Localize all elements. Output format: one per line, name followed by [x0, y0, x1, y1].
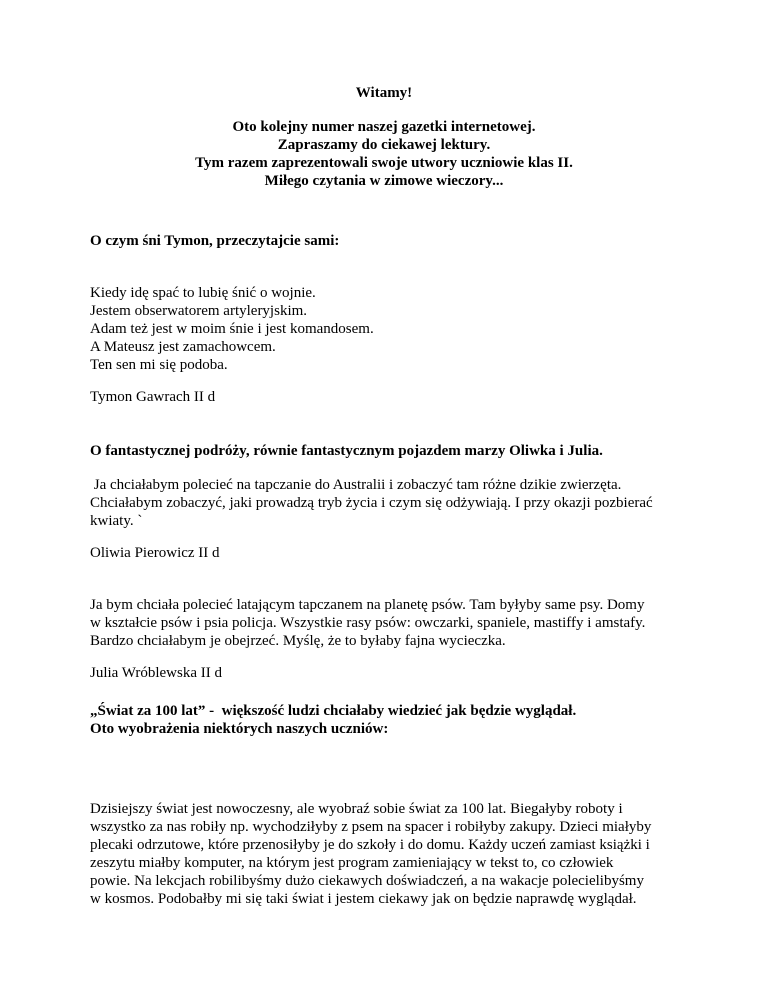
section1-title: O czym śni Tymon, przeczytajcie sami:	[90, 233, 340, 249]
section2-author2: Julia Wróblewska II d	[90, 665, 223, 681]
section1-author: Tymon Gawrach II d	[90, 389, 216, 405]
section2-author1: Oliwia Pierowicz II d	[90, 545, 220, 561]
intro-block	[0, 118, 768, 190]
section3-title	[90, 702, 690, 738]
paragraph-line: wszystko za nas robiły np. wychodziłyby z psem na spacer i robiłyby zakupy. Dzieci miałyby	[90, 819, 652, 835]
poem-line: Ten sen mi się podoba.	[90, 357, 228, 373]
paragraph-line: powie. Na lekcjach robilibyśmy dużo ciekawych doświadczeń, a na wakacje polecielibyśmy	[90, 873, 644, 889]
section2-text1	[90, 476, 690, 530]
section3-title-line: „Świat za 100 lat” - większość ludzi chciałaby wiedzieć jak będzie wyglądał.	[90, 703, 577, 719]
paragraph-line: w kosmos. Podobałby mi się taki świat i jestem ciekawy jak on będzie naprawdę wyglądał.	[90, 891, 637, 907]
paragraph-line: Ja chciałabym polecieć na tapczanie do Australii i zobaczyć tam różne dzikie zwierzęta.	[90, 477, 622, 493]
paragraph-line: Chciałabym zobaczyć, jaki prowadzą tryb życia i czym się odżywiają. I przy okazji pozbierać	[90, 495, 653, 511]
poem-line: Kiedy idę spać to lubię śnić o wojnie.	[90, 285, 316, 301]
section3-text	[90, 800, 690, 908]
poem-line: Jestem obserwatorem artyleryjskim.	[90, 303, 308, 319]
section2-text2	[90, 596, 690, 650]
poem-line: Adam też jest w moim śnie i jest komandosem.	[90, 321, 374, 337]
paragraph-line: Dzisiejszy świat jest nowoczesny, ale wyobraź sobie świat za 100 lat. Biegałyby roboty i	[90, 801, 623, 817]
intro-line: Zapraszamy do ciekawej lektury.	[277, 137, 491, 153]
intro-line: Tym razem zaprezentowali swoje utwory uczniowie klas II.	[195, 155, 573, 171]
paragraph-line: Bardzo chciałabym je obejrzeć. Myślę, że to byłaby fajna wycieczka.	[90, 633, 506, 649]
greeting-heading: Witamy!	[355, 85, 413, 101]
section1-poem	[90, 284, 690, 374]
section3-title-line: Oto wyobrażenia niektórych naszych uczniów:	[90, 721, 389, 737]
section2-title: O fantastycznej podróży, równie fantastycznym pojazdem marzy Oliwka i Julia.	[90, 443, 603, 459]
paragraph-line: kwiaty. `	[90, 513, 143, 529]
poem-line: A Mateusz jest zamachowcem.	[90, 339, 276, 355]
paragraph-line: zeszytu miałby komputer, na którym jest program zamieniający w tekst to, co człowiek	[90, 855, 614, 871]
paragraph-line: w kształcie psów i psia policja. Wszystkie rasy psów: owczarki, spaniele, mastiffy i amstafy.	[90, 615, 646, 631]
paragraph-line: Ja bym chciała polecieć latającym tapczanem na planetę psów. Tam byłyby same psy. Domy	[90, 597, 645, 613]
paragraph-line: plecaki odrzutowe, które przenosiłyby je do szkoły i do domu. Każdy uczeń zamiast książki i	[90, 837, 650, 853]
intro-line: Miłego czytania w zimowe wieczory...	[264, 173, 504, 189]
intro-line: Oto kolejny numer naszej gazetki internetowej.	[232, 119, 536, 135]
